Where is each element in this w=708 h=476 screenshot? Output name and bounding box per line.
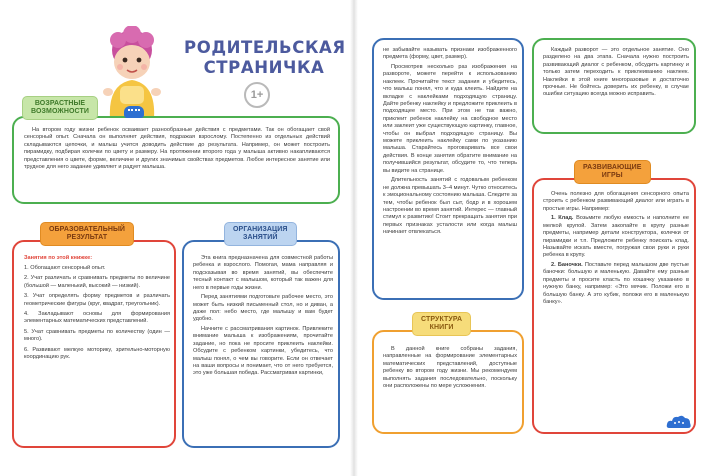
result-section-label-line2: РЕЗУЛЬТАТ [66, 234, 108, 241]
game-1-text: Возьмите любую емкость и наполните ее мелкой крупой. Затем закопайте в крупу разные предметы, например детали конструктора, колечки от пирамидки и т.п. Предложите ребенку поискать клад. Называйте искать вместе, погружая свои руки и руки ребенка в крупу. [543, 215, 689, 259]
result-section-box [12, 240, 176, 448]
cloud-icon [124, 106, 144, 118]
age-badge: 1+ [244, 82, 270, 108]
result-section-label [40, 222, 134, 246]
result-item: 1. Обогащают сенсорный опыт. [24, 265, 106, 271]
organization-section-box [182, 240, 340, 448]
page-title-line1: РОДИТЕЛЬСКАЯ [184, 38, 346, 57]
result-item: 6. Развивают мелкую моторику, зрительно-моторную координацию рук. [24, 346, 170, 361]
games-intro: Очень полезно для обогащения сенсорного опыта строить с ребенком развивающий диалог или играть в простые игры. Например: [543, 191, 689, 212]
structure-section-label [412, 312, 471, 336]
organization-section-label-line1: ОРГАНИЗАЦИЯ [233, 226, 288, 233]
middle-column-text [383, 47, 517, 239]
book-spine [350, 0, 358, 476]
structure-section-text: В данной книге собраны задания, направленные на формирование элементарных математических представлений, доступные ребенку во втором году жизни. Мы рекомендуем выполнять задания последовательно, поскольку они расположены по мере усложнения. [383, 346, 517, 390]
decorative-cloud-icon [666, 414, 692, 430]
middle-p2: Просмотрев несколько раз изображения на развороте, можете перейти к использованию наклеек. Прочитайте текст задания и убедитесь, что малыш понял, что и куда клеить. Найдите на вкладке с наклейками подходящую страницу. Дайте ребенку наклейку и предложите приклеить в подходящее место. При этом не так важно, приклеит ребенок наклейку на свободное место или заклеит уже существующую картинку, главное, чтобы он выбрал подходящую страницу. Вы можете приклеить наклейку сами по указанию малыша. Старайтесь проговаривать все свои действия. В конце занятия обратите внимание на получившийся результат, обсудите то, что теперь вы видите на странице. [383, 64, 517, 174]
result-item: 4. Закладывают основы для формирования элементарных математических представлений. [24, 311, 170, 325]
games-section-box [532, 178, 696, 434]
page-title [184, 38, 344, 78]
organization-section-label [224, 222, 297, 246]
structure-section-label-line1: СТРУКТУРА [421, 316, 463, 323]
result-item: 5. Учат сравнивать предметы по количеству (один — много). [24, 328, 170, 343]
child-eye-left [123, 58, 128, 63]
games-section-text [543, 191, 689, 309]
structure-section-label-line2: КНИГИ [429, 324, 454, 331]
result-list [24, 265, 170, 364]
child-eye-right [137, 58, 142, 63]
age-section-box [12, 116, 340, 204]
age-section-text: На втором году жизни ребенок осваивает разнообразные действия с предметами. Так он обогащает свой сенсорный опыт. Сначала он выполняет действия, подражая взрослому. Постепенно из отдельных действий складываются цепочки, и малыш учится доводить действие до результата. Например, он может построить пирамидку, подбирая колечки по цвету и размеру. На протяжении второго года у малыша активно накапливаются представления о цвете, форме, величине и других значимых свойствах предметов. Любое интересное занятие или трудное для него задание удивляет и радует малыша. [24, 127, 330, 171]
result-section-heading: Занятия по этой книжке: [24, 255, 93, 261]
age-section-label-line1: ВОЗРАСТНЫЕ [34, 100, 86, 107]
middle-p3: Длительность занятий с годовалым ребенком не должна превышать 3–4 минут. Чутко относитесь к эмоциональному состоянию малыша. Следите за тем, чтобы ребенок был сыт, бодр и в хорошем настроении во время занятий. Интерес — главный стимул к развитию! Стоит прекращать занятия при первых признаках усталости или когда малыш начинает отвлекаться. [383, 177, 517, 236]
age-section-label [22, 96, 98, 120]
organization-p1: Эта книга предназначена для совместной работы ребенка и взрослого. Помогая, мама направляя и подсказывая во время занятий, вы обеспечите тесный контакт с малышом, который так важен для него в первые годы жизни. [193, 255, 333, 291]
organization-p3: Начните с рассматривания картинок. Привлеките внимание малыша к изображениям, прочитайте задание, но пока не просите приклеить наклейки. Обсудите с ребенком картинки, убедитесь, что малыш понял, о чем вы говорите. Если он отвечает на ваши вопросы и понимает, что от него требуется, это уже большая победа. Рассматривая картинки, [193, 326, 333, 377]
result-item: 2. Учат различать и сравнивать предметы по величине (большой — маленький, высокий — низкий). [24, 275, 170, 289]
game-1-title: 1. Клад. [551, 215, 574, 222]
organization-section-text [193, 255, 333, 380]
game-2 [543, 262, 689, 306]
games-section-label [574, 160, 651, 184]
middle-column-box [372, 38, 524, 300]
organization-section-label-line2: ЗАНЯТИЙ [242, 234, 278, 241]
game-2-title: 2. Баночки. [551, 262, 583, 269]
right-top-text: Каждый разворот — это отдельное занятие. Оно разделено на два этапа. Сначала нужно построить развивающий диалог с ребенком, обсудить картинку и только затем переходить к приклеиванию наклеек. Наклейки в этой книге многоразовые и достаточно прочные. Не бойтесь доверить их ребенку, в случае ошибки ситуацию всегда можно исправить. [543, 47, 689, 98]
game-1 [543, 215, 689, 259]
games-section-label-line1: РАЗВИВАЮЩИЕ [583, 164, 642, 171]
right-top-box [532, 38, 696, 134]
organization-p2: Перед занятиями подготовьте рабочее место, это может быть низкий письменный стол, но и диван, а даже пол: небо место, где малышу и вам будет удобно. [193, 294, 333, 323]
child-hand-right [151, 88, 161, 96]
result-item: 3. Учат определять форму предметов и различать геометрические фигуры (круг, квадрат, треугольник). [24, 293, 170, 307]
middle-p1: не забывайте называть признаки изображенного предмета (форму, цвет, размер). [383, 47, 517, 61]
games-section-label-line2: ИГРЫ [601, 172, 623, 179]
page-title-line2: СТРАНИЧКА [203, 58, 325, 77]
structure-section-box [372, 330, 524, 434]
age-section-label-line2: ВОЗМОЖНОСТИ [31, 108, 90, 115]
child-face [114, 45, 150, 79]
result-section-label-line1: ОБРАЗОВАТЕЛЬНЫЙ [49, 226, 126, 233]
game-2-text: Поставьте перед малышом две пустые баночки: большую и маленькую. Давайте ему разные предметы и просите класть по кошачку указанию в нужную банку, например: «Это мячик. Положи его в большую банку. А это кубик, положи его в маленькую банку». [543, 262, 689, 306]
child-hand-left [103, 88, 113, 96]
